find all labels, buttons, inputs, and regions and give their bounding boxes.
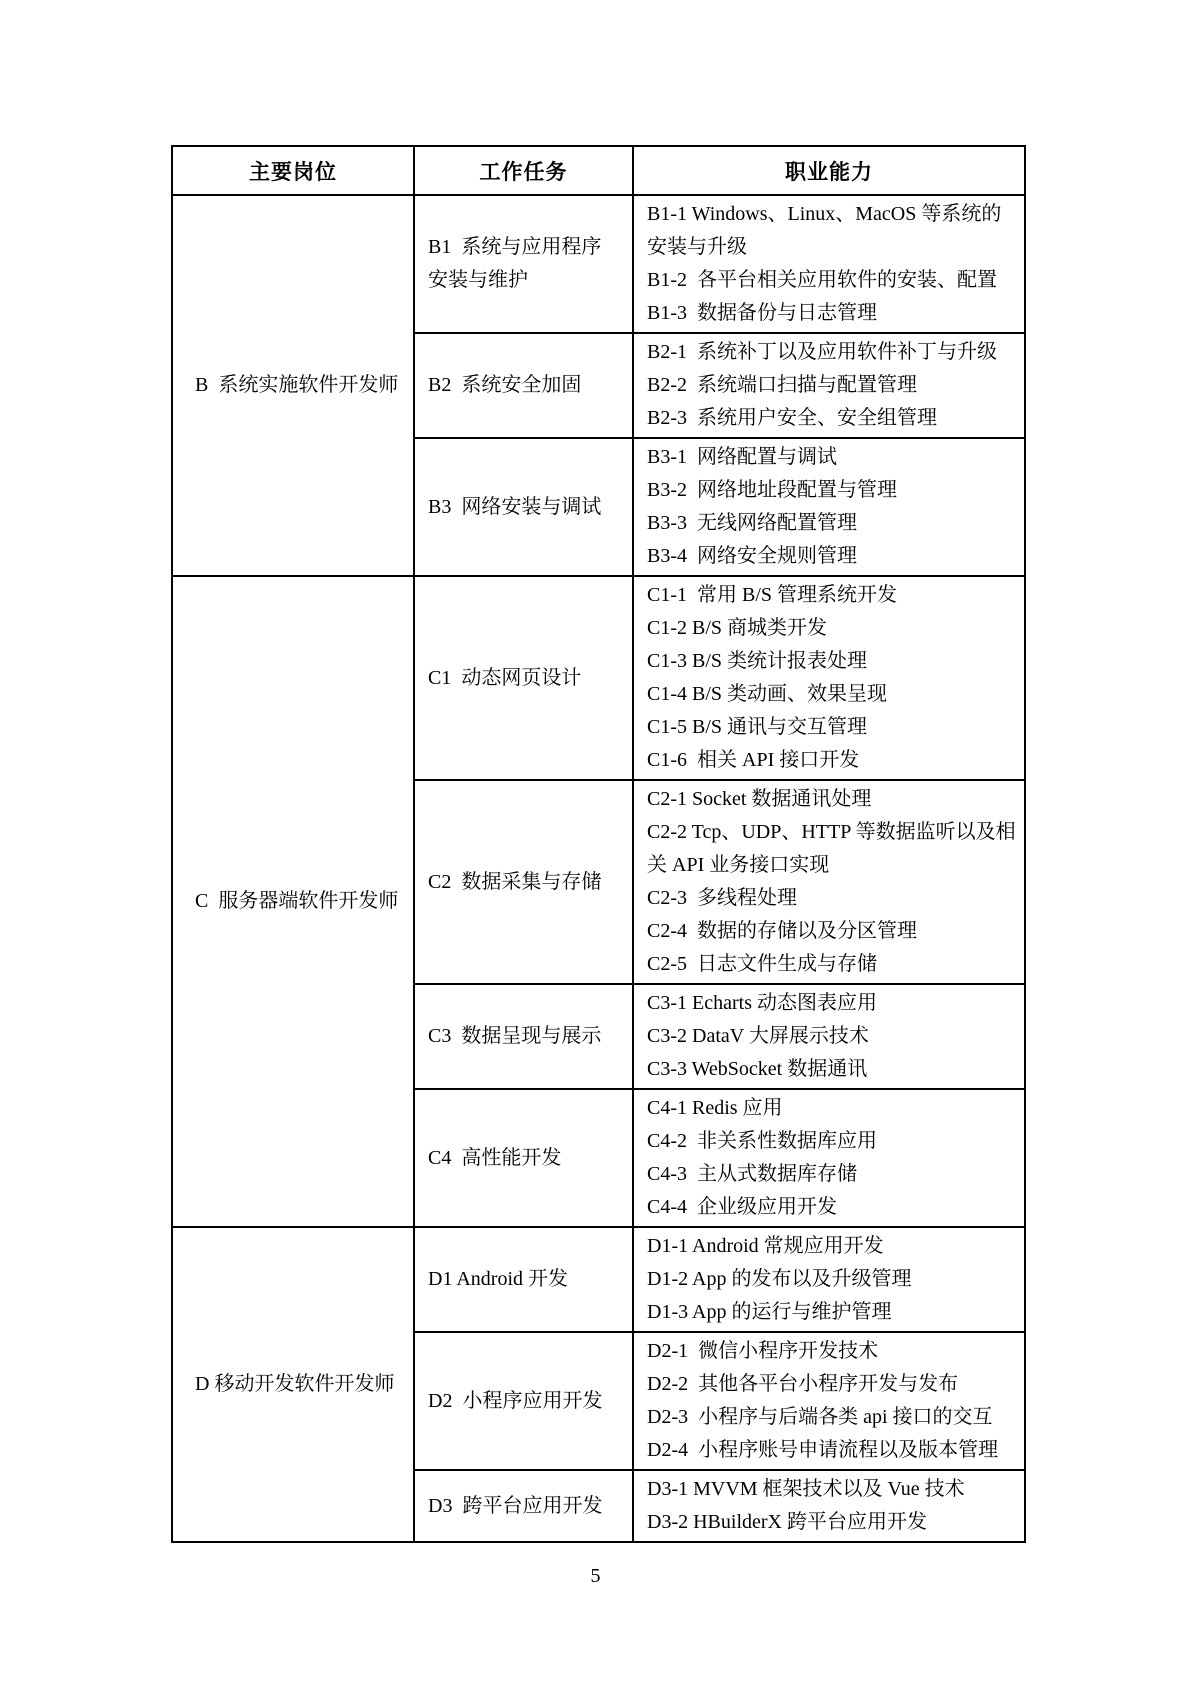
ability-item: C1-3 B/S 类统计报表处理 <box>647 650 868 672</box>
ability-item: B3-2 网络地址段配置与管理 <box>647 479 897 501</box>
ability-cell <box>633 1470 1025 1542</box>
ability-item: D1-3 App 的运行与维护管理 <box>647 1301 892 1323</box>
ability-item: B3-1 网络配置与调试 <box>647 446 837 468</box>
ability-item: D2-1 微信小程序开发技术 <box>647 1340 879 1362</box>
task-cell: C2 数据采集与存储 <box>414 780 633 984</box>
ability-item: B1-1 Windows、Linux、MacOS 等系统的安装与升级 <box>647 203 1002 258</box>
table-body <box>172 195 1025 1542</box>
ability-item: B3-4 网络安全规则管理 <box>647 545 857 567</box>
ability-cell <box>633 984 1025 1089</box>
task-cell: C1 动态网页设计 <box>414 576 633 780</box>
ability-item: C1-2 B/S 商城类开发 <box>647 617 828 639</box>
ability-item: C3-3 WebSocket 数据通讯 <box>647 1058 868 1080</box>
ability-item: B3-3 无线网络配置管理 <box>647 512 857 534</box>
ability-cell <box>633 438 1025 576</box>
ability-item: B1-3 数据备份与日志管理 <box>647 302 877 324</box>
ability-item: C4-1 Redis 应用 <box>647 1097 783 1119</box>
ability-item: C2-4 数据的存储以及分区管理 <box>647 920 917 942</box>
ability-item: C1-4 B/S 类动画、效果呈现 <box>647 683 888 705</box>
task-cell: D2 小程序应用开发 <box>414 1332 633 1470</box>
ability-cell <box>633 195 1025 333</box>
ability-item: D3-2 HBuilderX 跨平台应用开发 <box>647 1511 927 1533</box>
position-cell: D 移动开发软件开发师 <box>172 1227 414 1542</box>
ability-item: C1-6 相关 API 接口开发 <box>647 749 860 771</box>
ability-cell <box>633 1227 1025 1332</box>
position-task-ability-table <box>171 145 1026 1543</box>
ability-cell <box>633 1332 1025 1470</box>
ability-item: C3-2 DataV 大屏展示技术 <box>647 1025 869 1047</box>
ability-item: D1-2 App 的发布以及升级管理 <box>647 1268 912 1290</box>
ability-cell <box>633 1089 1025 1227</box>
task-cell: B1 系统与应用程序安装与维护 <box>414 195 633 333</box>
ability-item: B2-2 系统端口扫描与配置管理 <box>647 374 917 396</box>
ability-cell <box>633 333 1025 438</box>
task-cell: B3 网络安装与调试 <box>414 438 633 576</box>
header-position: 主要岗位 <box>172 146 414 195</box>
ability-item: D1-1 Android 常规应用开发 <box>647 1235 884 1257</box>
task-cell: C3 数据呈现与展示 <box>414 984 633 1089</box>
task-cell: C4 高性能开发 <box>414 1089 633 1227</box>
position-cell: B 系统实施软件开发师 <box>172 195 414 576</box>
ability-item: C4-3 主从式数据库存储 <box>647 1163 857 1185</box>
ability-item: C1-5 B/S 通讯与交互管理 <box>647 716 868 738</box>
ability-item: B2-3 系统用户安全、安全组管理 <box>647 407 937 429</box>
table-header <box>172 146 1025 195</box>
table-row <box>172 576 1025 780</box>
ability-item: C1-1 常用 B/S 管理系统开发 <box>647 584 898 606</box>
ability-item: C4-4 企业级应用开发 <box>647 1196 837 1218</box>
header-ability: 职业能力 <box>633 146 1025 195</box>
page-number: 5 <box>590 1565 601 1587</box>
task-cell: D3 跨平台应用开发 <box>414 1470 633 1542</box>
ability-item: C2-2 Tcp、UDP、HTTP 等数据监听以及相关 API 业务接口实现 <box>647 821 1016 876</box>
task-cell: D1 Android 开发 <box>414 1227 633 1332</box>
ability-item: D2-4 小程序账号申请流程以及版本管理 <box>647 1439 999 1461</box>
ability-item: D2-2 其他各平台小程序开发与发布 <box>647 1373 959 1395</box>
header-row <box>172 146 1025 195</box>
ability-item: C3-1 Echarts 动态图表应用 <box>647 992 877 1014</box>
ability-item: C2-1 Socket 数据通讯处理 <box>647 788 872 810</box>
ability-item: D2-3 小程序与后端各类 api 接口的交互 <box>647 1406 993 1428</box>
ability-item: B1-2 各平台相关应用软件的安装、配置 <box>647 269 997 291</box>
ability-item: B2-1 系统补丁以及应用软件补丁与升级 <box>647 341 997 363</box>
task-cell: B2 系统安全加固 <box>414 333 633 438</box>
ability-item: C2-5 日志文件生成与存储 <box>647 953 877 975</box>
position-cell: C 服务器端软件开发师 <box>172 576 414 1227</box>
header-task: 工作任务 <box>414 146 633 195</box>
table-row <box>172 195 1025 333</box>
table-row <box>172 1227 1025 1332</box>
ability-cell <box>633 780 1025 984</box>
ability-item: C2-3 多线程处理 <box>647 887 797 909</box>
ability-item: C4-2 非关系性数据库应用 <box>647 1130 877 1152</box>
ability-cell <box>633 576 1025 780</box>
ability-item: D3-1 MVVM 框架技术以及 Vue 技术 <box>647 1478 965 1500</box>
